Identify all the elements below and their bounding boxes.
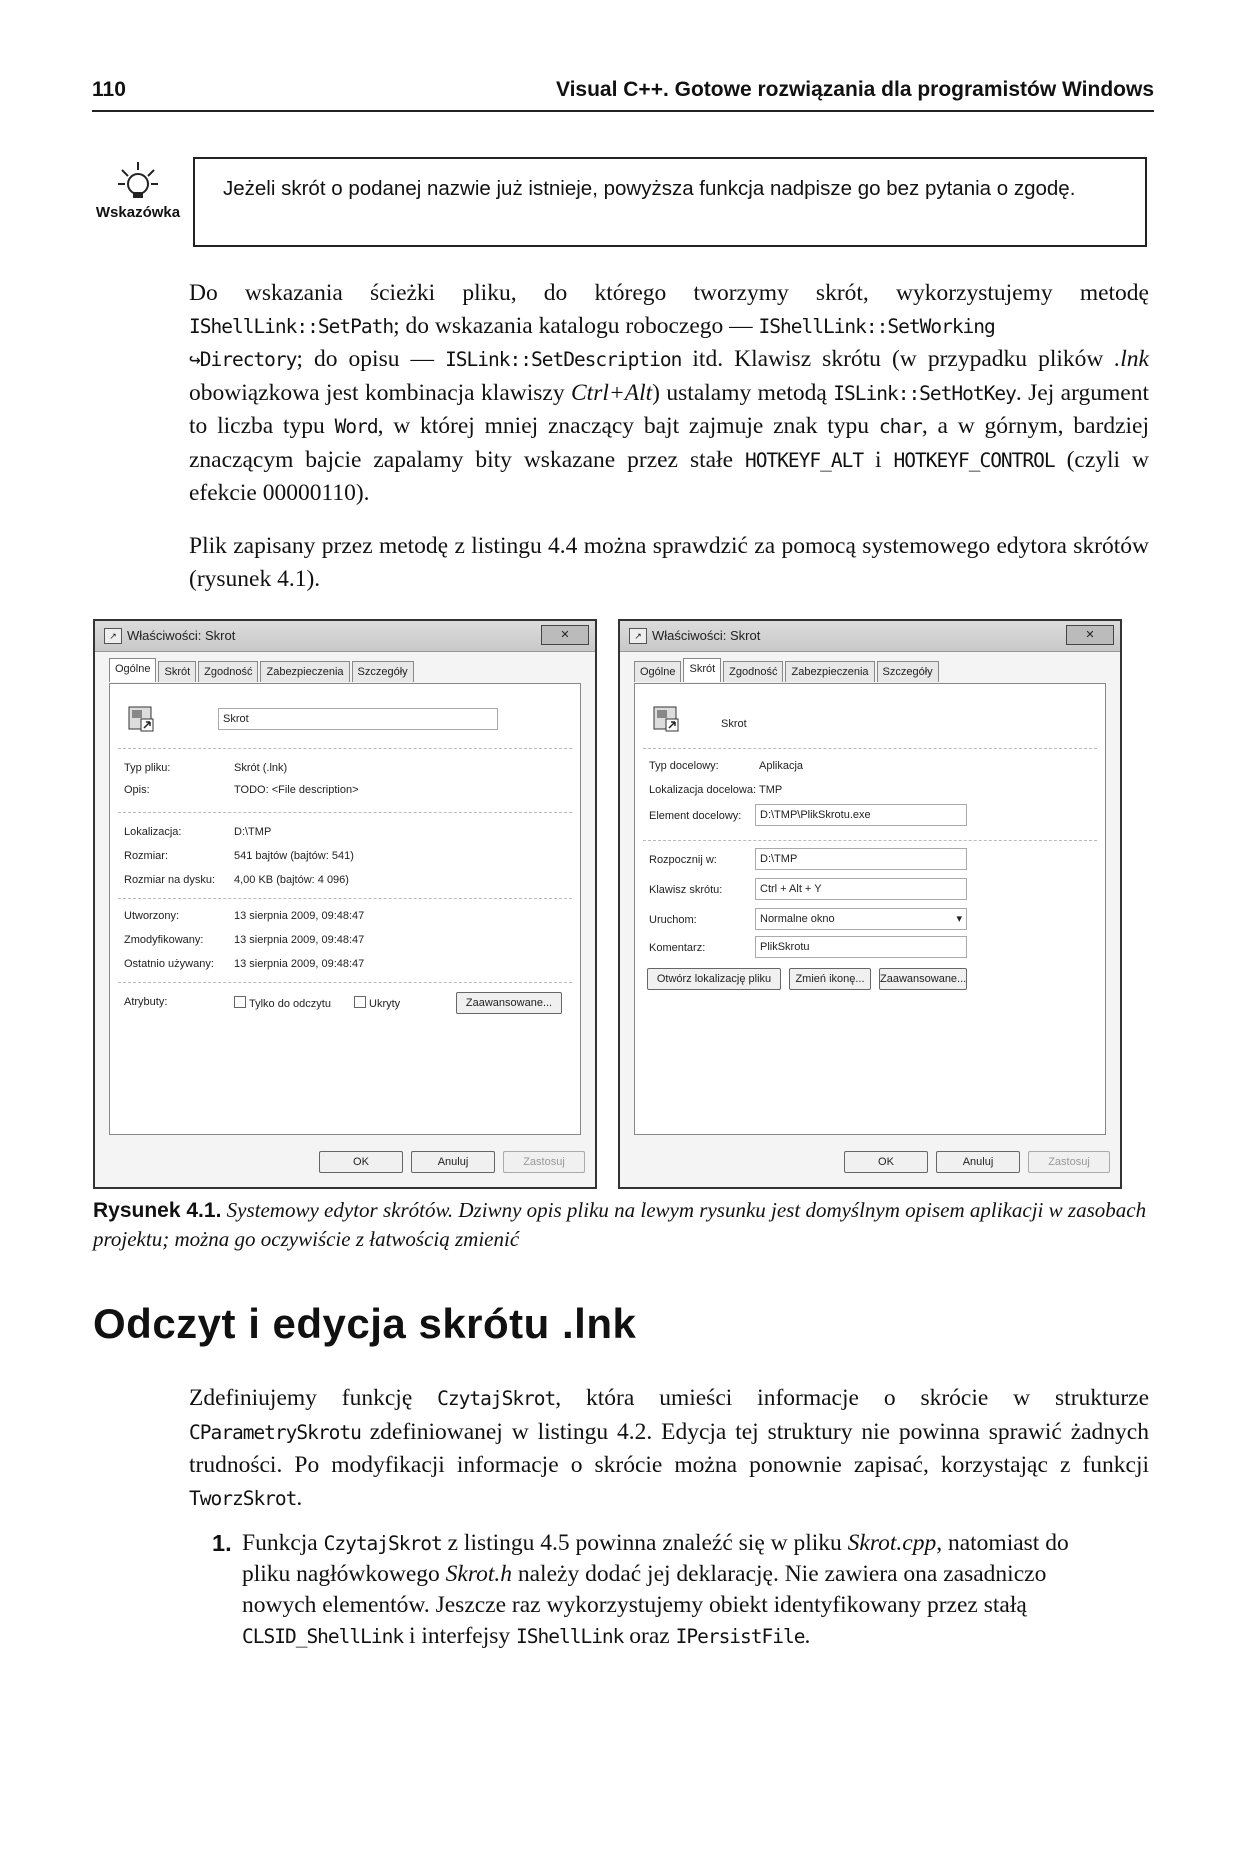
row-label: Uruchom: xyxy=(649,914,697,926)
text: obowiązkowa jest kombinacja klawiszy xyxy=(189,379,571,406)
paragraph-1 xyxy=(189,277,1149,510)
tab-compatibility[interactable]: Zgodność xyxy=(723,661,783,682)
row-value: 541 bajtów (bajtów: 541) xyxy=(234,850,354,862)
tab-general[interactable]: Ogólne xyxy=(109,658,156,682)
shortcut-icon: ↗ xyxy=(629,628,647,644)
text: i interfejsy xyxy=(403,1623,517,1649)
text: . xyxy=(296,1484,303,1511)
close-button[interactable]: ✕ xyxy=(1066,625,1114,645)
caption-label: Rysunek 4.1. xyxy=(93,1199,222,1222)
tab-compatibility[interactable]: Zgodność xyxy=(198,661,258,682)
cancel-button[interactable]: Anuluj xyxy=(411,1151,495,1173)
dialog-title: Właściwości: Skrot xyxy=(127,628,236,643)
text: należy dodać jej deklarację. Nie zawiera ona zasadniczo nowych elementów. Jeszcze raz wykorzystujemy obiekt identyfikowany przez stałą xyxy=(242,1561,1047,1618)
code: CzytajSkrot xyxy=(437,1387,556,1410)
advanced-button[interactable]: Zaawansowane... xyxy=(879,968,967,990)
row-label: Ostatnio używany: xyxy=(124,958,214,970)
text: ; do opisu — xyxy=(296,346,446,372)
code: Word xyxy=(334,415,378,438)
tip-label: Wskazówka xyxy=(95,204,181,221)
code: ISLink::SetDescription xyxy=(445,348,682,371)
text: Funkcja xyxy=(242,1530,324,1556)
code: CzytajSkrot xyxy=(323,1532,442,1555)
paragraph-2: Plik zapisany przez metodę z listingu 4.4 można sprawdzić za pomocą systemowego edytora skrótów (rysunek 4.1). xyxy=(189,533,1149,592)
code: CLSID_ShellLink xyxy=(242,1625,404,1648)
row-label: Element docelowy: xyxy=(649,810,742,822)
tab-security[interactable]: Zabezpieczenia xyxy=(785,661,874,682)
run-select[interactable] xyxy=(755,908,967,930)
code: IPersistFile xyxy=(675,1625,805,1648)
shortcut-name xyxy=(721,718,747,730)
lightbulb-icon xyxy=(116,160,160,200)
cancel-button[interactable]: Anuluj xyxy=(936,1151,1020,1173)
row-label: Rozmiar: xyxy=(124,850,169,862)
code: ISLink::SetHotKey xyxy=(833,381,1016,405)
text: , a w górnym, bardziej znaczącym bajcie zapalamy bity wskazane przez stałe xyxy=(189,413,1149,473)
checkbox-label: Ukryty xyxy=(369,998,401,1010)
tab-details[interactable]: Szczegóły xyxy=(352,661,414,682)
list-item xyxy=(242,1528,1112,1652)
text: ; do wskazania katalogu roboczego — xyxy=(393,312,759,339)
properties-dialog-shortcut xyxy=(618,619,1122,1189)
row-value: TODO: <File description> xyxy=(234,784,359,796)
row-label: Lokalizacja docelowa: xyxy=(649,784,757,796)
apply-button[interactable]: Zastosuj xyxy=(1028,1151,1110,1173)
checkbox-box[interactable] xyxy=(234,996,246,1008)
tab-details[interactable]: Szczegóły xyxy=(877,661,939,682)
hidden-checkbox[interactable] xyxy=(354,996,400,1010)
start-in-field[interactable]: D:\TMP xyxy=(755,848,967,870)
text: , natomiast do pliku nagłówkowego xyxy=(242,1530,1069,1587)
section-heading: Odczyt i edycja skrótu .lnk xyxy=(93,1300,637,1347)
tab-general[interactable]: Ogólne xyxy=(634,661,681,682)
separator xyxy=(118,748,572,749)
list-number: 1. xyxy=(212,1530,232,1556)
row-value: Aplikacja xyxy=(759,760,804,772)
tip-marker xyxy=(90,160,186,221)
row-label: Komentarz: xyxy=(649,942,706,954)
separator xyxy=(643,840,1097,841)
tab-panel xyxy=(634,683,1106,1135)
tip-text: Jeżeli skrót o podanej nazwie już istnieje, powyższa funkcja nadpisze go bez pytania o zgodę. xyxy=(223,177,1076,200)
separator xyxy=(118,898,572,899)
tab-panel xyxy=(109,683,581,1135)
code: HOTKEYF_CONTROL xyxy=(893,448,1055,472)
code: IShellLink::SetWorking xyxy=(758,314,995,338)
change-icon-button[interactable]: Zmień ikonę... xyxy=(789,968,871,990)
title-bar xyxy=(620,621,1120,652)
row-label: Rozpocznij w: xyxy=(649,854,717,866)
text: z listingu 4.5 powinna znaleźć się w pliku xyxy=(441,1530,848,1556)
tip-box xyxy=(193,157,1147,247)
select-value: Normalne okno xyxy=(760,913,835,925)
row-value: D:\TMP xyxy=(234,826,272,838)
open-location-button[interactable]: Otwórz lokalizację pliku xyxy=(647,968,781,990)
row-label: Lokalizacja: xyxy=(124,826,182,838)
italic-text: Skrot.h xyxy=(445,1561,512,1587)
text: Do wskazania ścieżki pliku, do którego tworzymy skrót, wykorzystujemy metodę xyxy=(189,280,1149,306)
page-number: 110 xyxy=(92,78,126,101)
target-field[interactable]: D:\TMP\PlikSkrotu.exe xyxy=(755,804,967,826)
code: IShellLink::SetPath xyxy=(189,314,394,338)
row-value: 13 sierpnia 2009, 09:48:47 xyxy=(234,958,365,970)
checkbox-label: Tylko do odczytu xyxy=(249,998,331,1010)
text: . Jej argument to liczba typu xyxy=(189,379,1149,439)
caption-text: Systemowy edytor skrótów. Dziwny opis pliku na lewym rysunku jest domyślnym opisem aplikacji w zasobach projektu; można go oczywiście z łatwością zmienić xyxy=(93,1198,1147,1251)
row-label: Klawisz skrótu: xyxy=(649,884,723,896)
name-text: Skrot xyxy=(721,718,747,730)
row-label: Rozmiar na dysku: xyxy=(124,874,216,886)
paragraph-3 xyxy=(189,1382,1149,1515)
code: char xyxy=(878,415,922,438)
tab-shortcut[interactable]: Skrót xyxy=(683,658,721,682)
row-value: Skrót (.lnk) xyxy=(234,762,288,774)
readonly-checkbox[interactable] xyxy=(234,996,331,1010)
tab-shortcut[interactable]: Skrót xyxy=(158,661,196,682)
row-value: 13 sierpnia 2009, 09:48:47 xyxy=(234,934,365,946)
application-icon xyxy=(126,702,158,734)
separator xyxy=(118,982,572,983)
italic-text: Ctrl+Alt xyxy=(571,379,653,406)
tab-security[interactable]: Zabezpieczenia xyxy=(260,661,349,682)
book-title: Visual C++. Gotowe rozwiązania dla programistów Windows xyxy=(555,78,1154,101)
application-icon xyxy=(651,702,683,734)
comment-field[interactable]: PlikSkrotu xyxy=(755,936,967,958)
code: IShellLink xyxy=(516,1625,624,1648)
text: zdefiniowanej w listingu 4.2. Edycja tej struktury nie powinna sprawić żadnych trudności. Po modyfikacji informacje o skrócie można ponownie zapisać, korzystając z funkcji xyxy=(189,1418,1149,1478)
text: ) ustalamy metodą xyxy=(652,379,834,406)
row-value: TMP xyxy=(759,784,783,796)
text: , która umieści informacje o skrócie w strukturze xyxy=(555,1385,1149,1411)
separator xyxy=(643,748,1097,749)
text: Zdefiniujemy funkcję xyxy=(189,1385,438,1411)
tab-strip xyxy=(109,661,416,683)
checkbox-box[interactable] xyxy=(354,996,366,1008)
close-button[interactable]: ✕ xyxy=(541,625,589,645)
italic-text: .lnk xyxy=(1114,346,1149,372)
code: TworzSkrot xyxy=(189,1486,297,1510)
name-field[interactable]: Skrot xyxy=(218,708,498,730)
apply-button[interactable]: Zastosuj xyxy=(503,1151,585,1173)
ok-button[interactable]: OK xyxy=(319,1151,403,1173)
row-label: Utworzony: xyxy=(124,910,180,922)
row-label: Opis: xyxy=(124,784,150,796)
row-label: Zmodyfikowany: xyxy=(124,934,204,946)
title-bar xyxy=(95,621,595,652)
hotkey-field[interactable]: Ctrl + Alt + Y xyxy=(755,878,967,900)
dialog-title: Właściwości: Skrot xyxy=(652,628,761,643)
row-value: 4,00 KB (bajtów: 4 096) xyxy=(234,874,349,886)
row-value: 13 sierpnia 2009, 09:48:47 xyxy=(234,910,365,922)
italic-text: Skrot.cpp xyxy=(847,1530,937,1556)
code: CParametrySkrotu xyxy=(189,1420,361,1444)
tab-strip xyxy=(634,661,941,683)
figure-caption xyxy=(93,1196,1153,1254)
code: ↪Directory xyxy=(189,348,297,371)
properties-dialog-general xyxy=(93,619,597,1189)
row-label: Atrybuty: xyxy=(124,996,168,1008)
text: , w której mniej znaczący bajt zajmuje znak typu xyxy=(377,413,879,439)
text: itd. Klawisz skrótu (w przypadku plików xyxy=(681,346,1115,372)
running-head xyxy=(92,74,1154,112)
row-label: Typ pliku: xyxy=(124,762,171,774)
text: (czyli w efekcie 00000110). xyxy=(189,446,1150,506)
text: i xyxy=(863,446,894,473)
advanced-button[interactable]: Zaawansowane... xyxy=(456,992,562,1014)
chevron-down-icon: ▾ xyxy=(956,913,962,925)
shortcut-icon: ↗ xyxy=(104,628,122,644)
row-label: Typ docelowy: xyxy=(649,760,719,772)
text: oraz xyxy=(623,1623,676,1649)
code: HOTKEYF_ALT xyxy=(744,448,864,472)
ok-button[interactable]: OK xyxy=(844,1151,928,1173)
text: . xyxy=(804,1623,811,1649)
separator xyxy=(118,812,572,813)
